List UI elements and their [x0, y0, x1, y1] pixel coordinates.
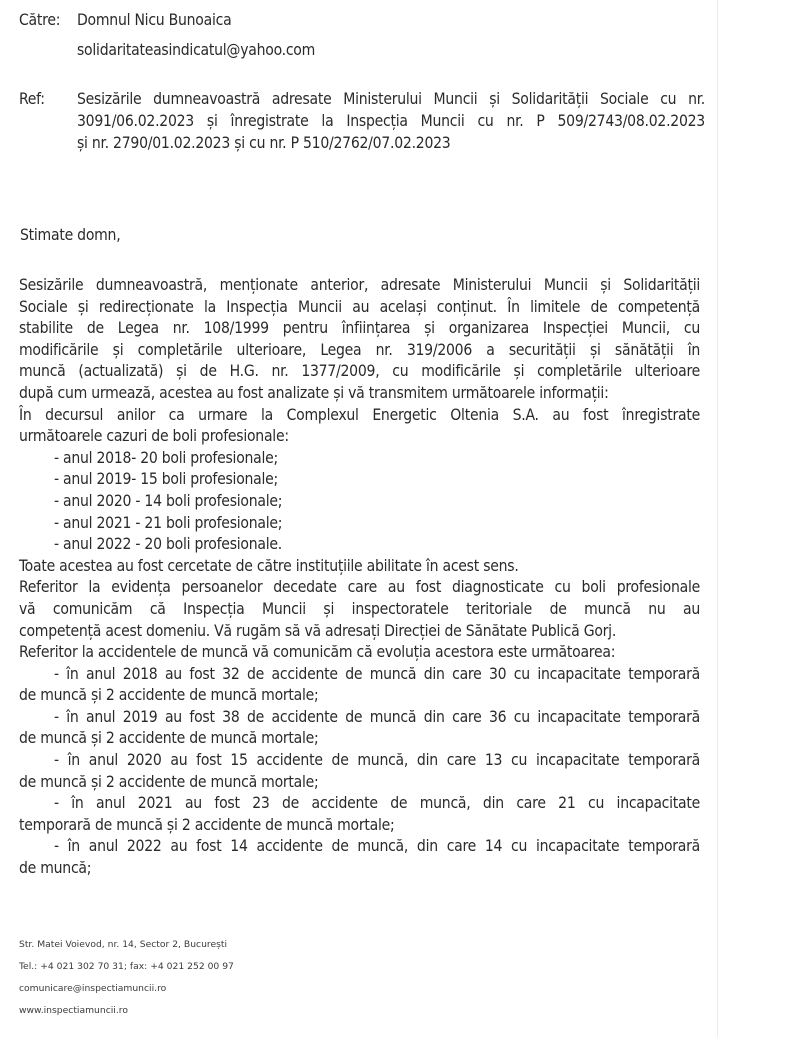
accident-line: de muncă și 2 accidente de muncă mortale;	[19, 729, 319, 748]
disease-list-item: - anul 2020 - 14 boli profesionale;	[54, 491, 283, 510]
accident-line: - în anul 2019 au fost 38 de accidente de muncă din care 36 cu incapacitate temporară	[54, 707, 700, 726]
footer-address: Str. Matei Voievod, nr. 14, Sector 2, București	[19, 939, 228, 950]
recipient-label: Către:	[19, 11, 61, 29]
accident-line: de muncă și 2 accidente de muncă mortale;	[19, 686, 319, 705]
occupational-diseases-list	[19, 448, 700, 556]
paragraph-intro	[19, 275, 700, 405]
footer-phone: Tel.: +4 021 302 70 31; fax: +4 021 252 00 97	[19, 961, 234, 972]
body-line: muncă (actualizată) și de H.G. nr. 1377/2009, cu modificările și completările ulterioare	[19, 362, 700, 381]
paragraph-diseases-intro	[19, 405, 700, 448]
reference-line	[77, 89, 705, 111]
body-line: vă comunicăm că Inspecția Muncii și inspectoratele teritoriale de muncă nu au	[19, 599, 700, 618]
reference-line: și nr. 2790/01.02.2023 și cu nr. P 510/2762/07.02.2023	[77, 134, 451, 152]
body-line: stabilite de Legea nr. 108/1999 pentru înființarea și organizarea Inspecției Muncii, cu	[19, 319, 700, 338]
accident-line: - în anul 2018 au fost 32 de accidente de muncă din care 30 cu incapacitate temporară	[54, 664, 700, 683]
accident-list-item	[19, 750, 700, 793]
body-line: după cum urmează, acestea au fost analizate și vă transmitem următoarele informații:	[19, 383, 609, 402]
reference-label: Ref:	[19, 90, 45, 108]
accident-list-item	[19, 793, 700, 836]
accident-line: - în anul 2022 au fost 14 accidente de muncă, din care 14 cu incapacitate temporară	[54, 837, 700, 856]
work-accidents-list	[19, 664, 700, 880]
accident-line: - în anul 2021 au fost 23 de accidente de muncă, din care 21 cu incapacitate	[54, 794, 700, 813]
body-line: Sesizările dumneavoastră, menționate anterior, adresate Ministerului Muncii și Solidarității	[19, 276, 700, 294]
accident-line: - în anul 2020 au fost 15 accidente de muncă, din care 13 cu incapacitate temporară	[54, 751, 700, 770]
disease-list-item: - anul 2021 - 21 boli profesionale;	[54, 513, 283, 532]
accident-list-item	[19, 707, 700, 750]
letter-body	[19, 275, 700, 880]
footer-website[interactable]: www.inspectiamuncii.ro	[19, 1005, 128, 1016]
reference-line-text: 3091/06.02.2023 și înregistrate la Inspecția Muncii cu nr. P 509/2743/08.02.2023	[77, 112, 705, 130]
body-line: Referitor la evidența persoanelor decedate care au fost diagnosticate cu boli profesionale	[19, 578, 700, 597]
disease-list-item: - anul 2022 - 20 boli profesionale.	[54, 535, 282, 554]
body-line: modificările și completările ulterioare, Legea nr. 319/2006 a securității și sănătății în	[19, 340, 700, 359]
footer-email[interactable]: comunicare@inspectiamuncii.ro	[19, 983, 167, 994]
accident-line: de muncă și 2 accidente de muncă mortale;	[19, 772, 319, 791]
accident-line: de muncă;	[19, 859, 92, 878]
accident-list-item	[19, 664, 700, 707]
disease-list-item: - anul 2019- 15 boli profesionale;	[54, 470, 279, 489]
reference-line-text: Sesizările dumneavoastră adresate Ministerului Muncii și Solidarității Sociale cu nr.	[77, 90, 705, 108]
body-line: Sociale și redirecționate la Inspecția Muncii au același conținut. În limitele de competență	[19, 297, 700, 316]
disease-list-item: - anul 2018- 20 boli profesionale;	[54, 448, 279, 467]
accident-list-item	[19, 836, 700, 879]
reference-line	[77, 111, 705, 133]
body-line: următoarele cazuri de boli profesionale:	[19, 427, 289, 446]
paragraph-accidents-intro: Referitor la accidentele de muncă vă comunicăm că evoluția acestora este următoarea:	[19, 643, 616, 662]
recipient-email: solidaritateasindicatul@yahoo.com	[77, 41, 316, 59]
greeting: Stimate domn,	[20, 226, 121, 244]
body-line: În decursul anilor ca urmare la Complexul Energetic Oltenia S.A. au fost înregistrate	[19, 405, 700, 424]
accident-line: temporară de muncă și 2 accidente de muncă mortale;	[19, 815, 395, 834]
paragraph-deceased	[19, 577, 700, 642]
recipient-name: Domnul Nicu Bunoaica	[77, 11, 232, 29]
page-edge-line	[717, 0, 718, 1037]
letterhead-footer	[19, 934, 234, 1022]
body-line: competență acest domeniu. Vă rugăm să vă adresați Direcției de Sănătate Publică Gorj.	[19, 621, 617, 640]
paragraph-investigated: Toate acestea au fost cercetate de către instituțiile abilitate în acest sens.	[19, 556, 519, 575]
